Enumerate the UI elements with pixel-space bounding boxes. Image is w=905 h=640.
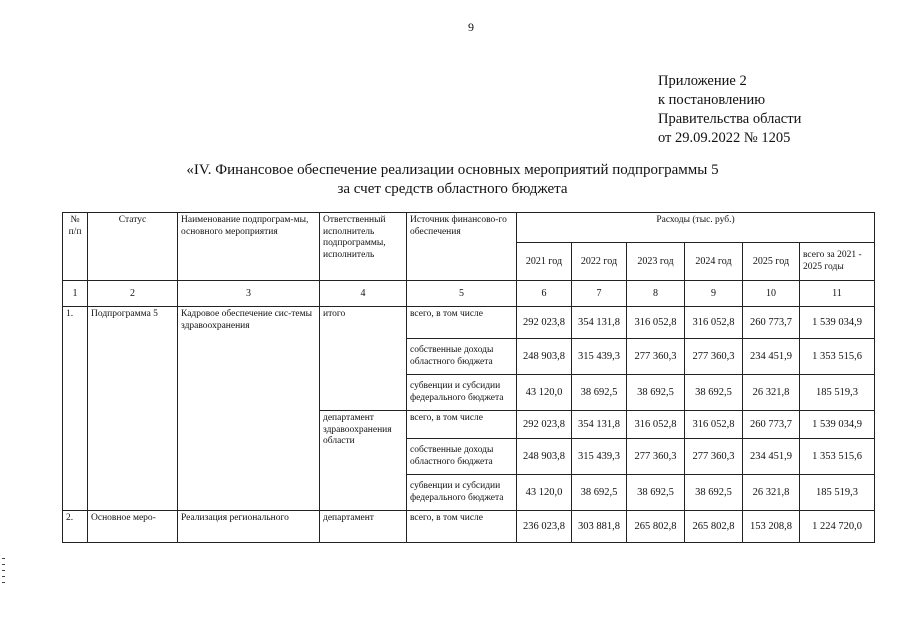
header-name: Наименование подпрограм-мы, основного мероприятия bbox=[178, 213, 320, 281]
col-number: 8 bbox=[627, 281, 685, 307]
value-cell: 265 802,8 bbox=[627, 511, 685, 543]
row-source: всего, в том числе bbox=[407, 511, 517, 543]
row-source: субвенции и субсидии федерального бюджета bbox=[407, 375, 517, 411]
value-cell: 43 120,0 bbox=[517, 375, 572, 411]
col-number: 9 bbox=[685, 281, 743, 307]
row-name: Кадровое обеспечение сис-темы здравоохранения bbox=[178, 307, 320, 511]
col-number: 10 bbox=[743, 281, 800, 307]
value-cell: 26 321,8 bbox=[743, 375, 800, 411]
row-responsible: итого bbox=[320, 307, 407, 411]
row-name: Реализация регионального bbox=[178, 511, 320, 543]
value-cell: 185 519,3 bbox=[800, 475, 875, 511]
appendix-line: Приложение 2 bbox=[658, 73, 747, 89]
value-cell: 277 360,3 bbox=[685, 339, 743, 375]
row-responsible: департамент bbox=[320, 511, 407, 543]
row-num: 1. bbox=[63, 307, 88, 511]
value-cell: 185 519,3 bbox=[800, 375, 875, 411]
finance-table bbox=[62, 212, 875, 543]
col-number: 7 bbox=[572, 281, 627, 307]
appendix-line: от 29.09.2022 № 1205 bbox=[658, 130, 791, 146]
value-cell: 354 131,8 bbox=[572, 307, 627, 339]
value-cell: 315 439,3 bbox=[572, 439, 627, 475]
title-line: за счет средств областного бюджета bbox=[337, 181, 568, 197]
value-cell: 260 773,7 bbox=[743, 411, 800, 439]
value-cell: 234 451,9 bbox=[743, 339, 800, 375]
header-year: 2024 год bbox=[685, 243, 743, 281]
row-source: всего, в том числе bbox=[407, 411, 517, 439]
title-line: «IV. Финансовое обеспечение реализации основных мероприятий подпрограммы 5 bbox=[186, 162, 719, 178]
value-cell: 354 131,8 bbox=[572, 411, 627, 439]
col-number: 6 bbox=[517, 281, 572, 307]
col-number: 11 bbox=[800, 281, 875, 307]
value-cell: 38 692,5 bbox=[685, 375, 743, 411]
row-status: Основное меро- bbox=[88, 511, 178, 543]
value-cell: 26 321,8 bbox=[743, 475, 800, 511]
header-responsible: Ответственный исполнитель подпрограммы, исполнитель bbox=[320, 213, 407, 281]
appendix-line: к постановлению bbox=[658, 92, 766, 108]
value-cell: 315 439,3 bbox=[572, 339, 627, 375]
value-cell: 316 052,8 bbox=[685, 411, 743, 439]
header-year-total: всего за 2021 - 2025 годы bbox=[800, 243, 875, 281]
header-year: 2021 год bbox=[517, 243, 572, 281]
value-cell: 1 539 034,9 bbox=[800, 307, 875, 339]
value-cell: 277 360,3 bbox=[627, 439, 685, 475]
value-cell: 1 353 515,6 bbox=[800, 439, 875, 475]
header-expenses: Расходы (тыс. руб.) bbox=[517, 213, 875, 243]
value-cell: 38 692,5 bbox=[685, 475, 743, 511]
value-cell: 248 903,8 bbox=[517, 339, 572, 375]
value-cell: 277 360,3 bbox=[685, 439, 743, 475]
value-cell: 1 224 720,0 bbox=[800, 511, 875, 543]
value-cell: 1 539 034,9 bbox=[800, 411, 875, 439]
value-cell: 316 052,8 bbox=[627, 411, 685, 439]
value-cell: 292 023,8 bbox=[517, 307, 572, 339]
value-cell: 303 881,8 bbox=[572, 511, 627, 543]
value-cell: 38 692,5 bbox=[627, 375, 685, 411]
row-num: 2. bbox=[63, 511, 88, 543]
row-source: всего, в том числе bbox=[407, 307, 517, 339]
header-year: 2022 год bbox=[572, 243, 627, 281]
value-cell: 265 802,8 bbox=[685, 511, 743, 543]
row-source: собственные доходы областного бюджета bbox=[407, 339, 517, 375]
section-title bbox=[0, 161, 905, 199]
value-cell: 277 360,3 bbox=[627, 339, 685, 375]
scan-edge-marks bbox=[2, 558, 6, 588]
row-responsible: департамент здравоохранения области bbox=[320, 411, 407, 511]
value-cell: 236 023,8 bbox=[517, 511, 572, 543]
header-year: 2025 год bbox=[743, 243, 800, 281]
table-row bbox=[63, 307, 875, 339]
col-number: 3 bbox=[178, 281, 320, 307]
value-cell: 316 052,8 bbox=[627, 307, 685, 339]
header-num: № п/п bbox=[63, 213, 88, 281]
value-cell: 260 773,7 bbox=[743, 307, 800, 339]
value-cell: 153 208,8 bbox=[743, 511, 800, 543]
col-number: 4 bbox=[320, 281, 407, 307]
value-cell: 38 692,5 bbox=[572, 375, 627, 411]
value-cell: 248 903,8 bbox=[517, 439, 572, 475]
value-cell: 38 692,5 bbox=[572, 475, 627, 511]
value-cell: 292 023,8 bbox=[517, 411, 572, 439]
value-cell: 43 120,0 bbox=[517, 475, 572, 511]
col-number: 1 bbox=[63, 281, 88, 307]
page-number: 9 bbox=[468, 20, 474, 34]
row-source: субвенции и субсидии федерального бюджета bbox=[407, 475, 517, 511]
value-cell: 234 451,9 bbox=[743, 439, 800, 475]
col-number: 5 bbox=[407, 281, 517, 307]
appendix-block bbox=[658, 72, 801, 148]
col-number: 2 bbox=[88, 281, 178, 307]
value-cell: 316 052,8 bbox=[685, 307, 743, 339]
header-year: 2023 год bbox=[627, 243, 685, 281]
value-cell: 1 353 515,6 bbox=[800, 339, 875, 375]
row-source: собственные доходы областного бюджета bbox=[407, 439, 517, 475]
appendix-line: Правительства области bbox=[658, 111, 802, 127]
table-row bbox=[63, 511, 875, 543]
header-status: Статус bbox=[88, 213, 178, 281]
header-source: Источник финансово-го обеспечения bbox=[407, 213, 517, 281]
value-cell: 38 692,5 bbox=[627, 475, 685, 511]
row-status: Подпрограмма 5 bbox=[88, 307, 178, 511]
